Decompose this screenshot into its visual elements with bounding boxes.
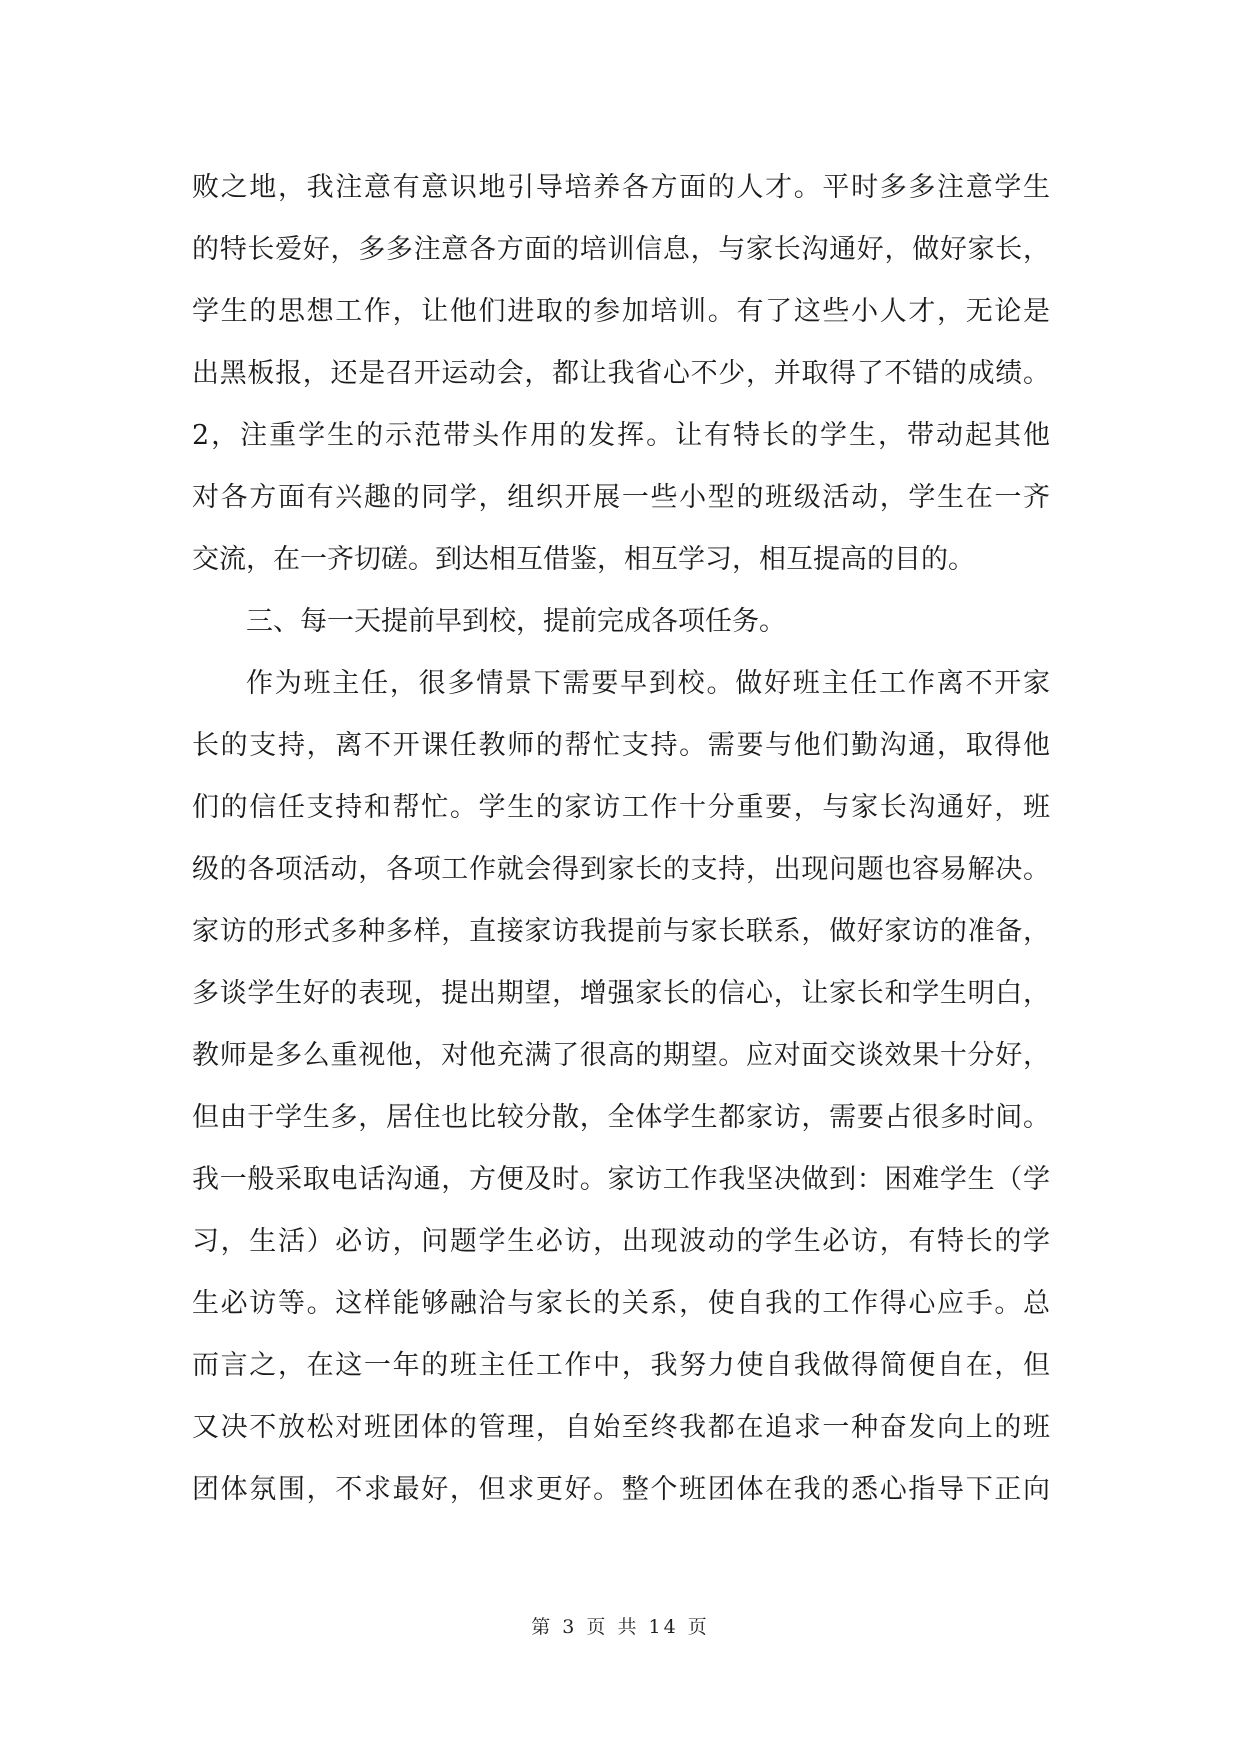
document-body [192,157,1050,1521]
text-line: 败之地，我注意有意识地引导培养各方面的人才。平时多多注意学生 [192,172,1050,203]
text-line: 团体氛围，不求最好，但求更好。整个班团体在我的悉心指导下正向 [192,1474,1050,1505]
page-footer: 第 3 页 共 14 页 [531,1616,710,1638]
text-line: 家访的形式多种多样，直接家访我提前与家长联系，做好家访的准备， [192,916,1050,947]
text-line: 对各方面有兴趣的同学，组织开展一些小型的班级活动，学生在一齐 [192,482,1050,513]
text-line: 2，注重学生的示范带头作用的发挥。让有特长的学生，带动起其他 [192,420,1050,451]
text-line: 学生的思想工作，让他们进取的参加培训。有了这些小人才，无论是 [192,296,1050,327]
text-line: 交流，在一齐切磋。到达相互借鉴，相互学习，相互提高的目的。 [192,544,975,575]
text-line: 长的支持，离不开课任教师的帮忙支持。需要与他们勤沟通，取得他 [192,730,1050,761]
text-line: 我一般采取电话沟通，方便及时。家访工作我坚决做到：困难学生（学 [192,1164,1050,1195]
text-line: 习，生活）必访，问题学生必访，出现波动的学生必访，有特长的学 [192,1226,1050,1257]
text-line: 但由于学生多，居住也比较分散，全体学生都家访，需要占很多时间。 [192,1102,1050,1133]
text-line: 们的信任支持和帮忙。学生的家访工作十分重要，与家长沟通好，班 [192,792,1050,823]
text-line: 作为班主任，很多情景下需要早到校。做好班主任工作离不开家 [246,668,1050,699]
text-line: 出黑板报，还是召开运动会，都让我省心不少，并取得了不错的成绩。 [192,358,1050,389]
text-line: 级的各项活动，各项工作就会得到家长的支持，出现问题也容易解决。 [192,854,1050,885]
text-line: 又决不放松对班团体的管理，自始至终我都在追求一种奋发向上的班 [192,1412,1050,1443]
text-line: 生必访等。这样能够融洽与家长的关系，使自我的工作得心应手。总 [192,1288,1050,1319]
text-line: 多谈学生好的表现，提出期望，增强家长的信心，让家长和学生明白， [192,978,1050,1009]
text-line: 三、每一天提前早到校，提前完成各项任务。 [246,606,786,637]
text-line: 教师是多么重视他，对他充满了很高的期望。应对面交谈效果十分好， [192,1040,1050,1071]
text-line: 而言之，在这一年的班主任工作中，我努力使自我做得简便自在，但 [192,1350,1050,1381]
text-line: 的特长爱好，多多注意各方面的培训信息，与家长沟通好，做好家长， [192,234,1050,265]
